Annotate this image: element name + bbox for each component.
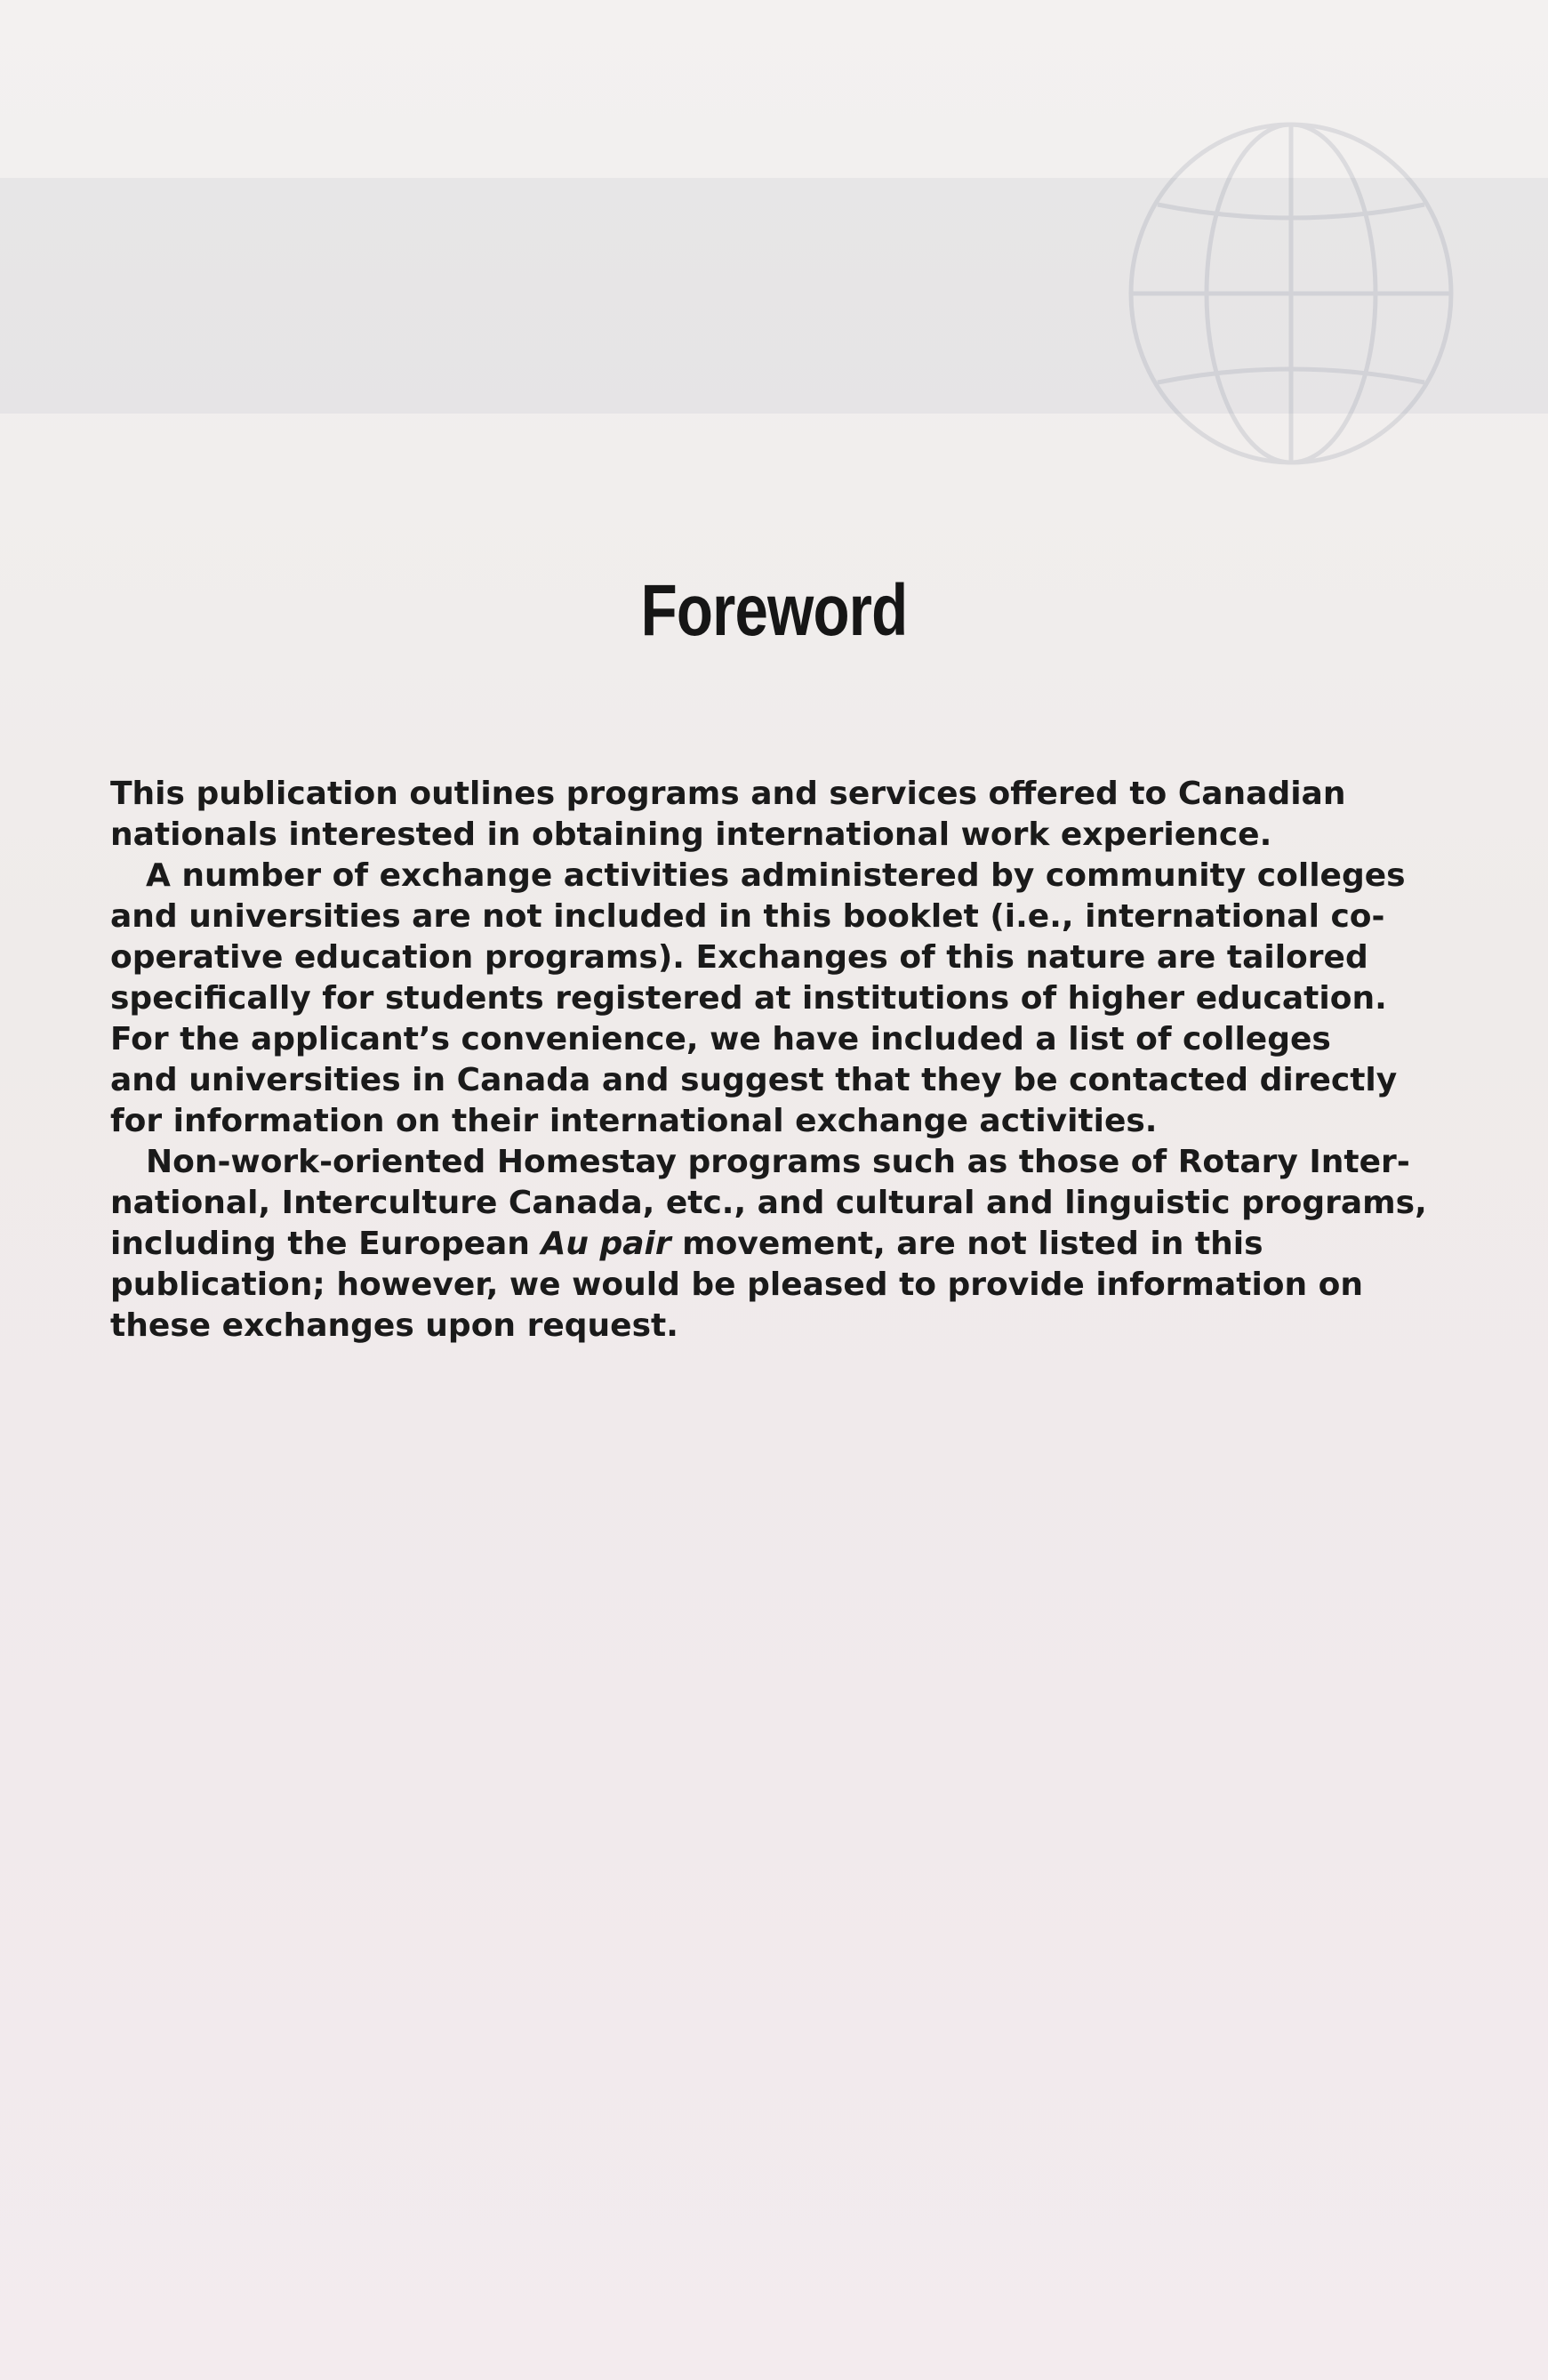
paragraph-1 [110,774,1444,856]
text-line: specifically for students registered at institutions of higher education. [110,980,1387,1017]
text-line: and universities are not included in this booklet (i.e., international co- [110,898,1385,935]
text-line: For the applicant’s convenience, we have included a list of colleges [110,1021,1331,1057]
text-line [110,1224,1444,1265]
foreword-body [110,774,1444,1347]
text-line: these exchanges upon request. [110,1307,678,1344]
paragraph-2 [110,856,1444,1142]
text-line: A number of exchange activities administered by community colleges [146,857,1406,894]
text-line: operative education programs). Exchanges of this nature are tailored [110,939,1368,976]
text-fragment: including the European [110,1226,541,1262]
text-line: and universities in Canada and suggest that they be contacted directly [110,1062,1398,1098]
text-line: national, Interculture Canada, etc., and cultural and linguistic programs, [110,1185,1427,1221]
paragraph-3 [110,1142,1444,1347]
text-line: for information on their international exchange activities. [110,1103,1158,1139]
italic-term: Au pair [541,1226,671,1262]
text-line: publication; however, we would be pleased to provide information on [110,1266,1364,1303]
page-title: Foreword [640,570,908,651]
text-line: Non-work-oriented Homestay programs such as those of Rotary Inter- [146,1144,1410,1180]
text-fragment: movement, are not listed in this [670,1226,1263,1262]
globe-icon [1122,116,1460,471]
text-line: nationals interested in obtaining international work experience. [110,816,1272,853]
text-line: This publication outlines programs and services offered to Canadian [110,776,1346,812]
